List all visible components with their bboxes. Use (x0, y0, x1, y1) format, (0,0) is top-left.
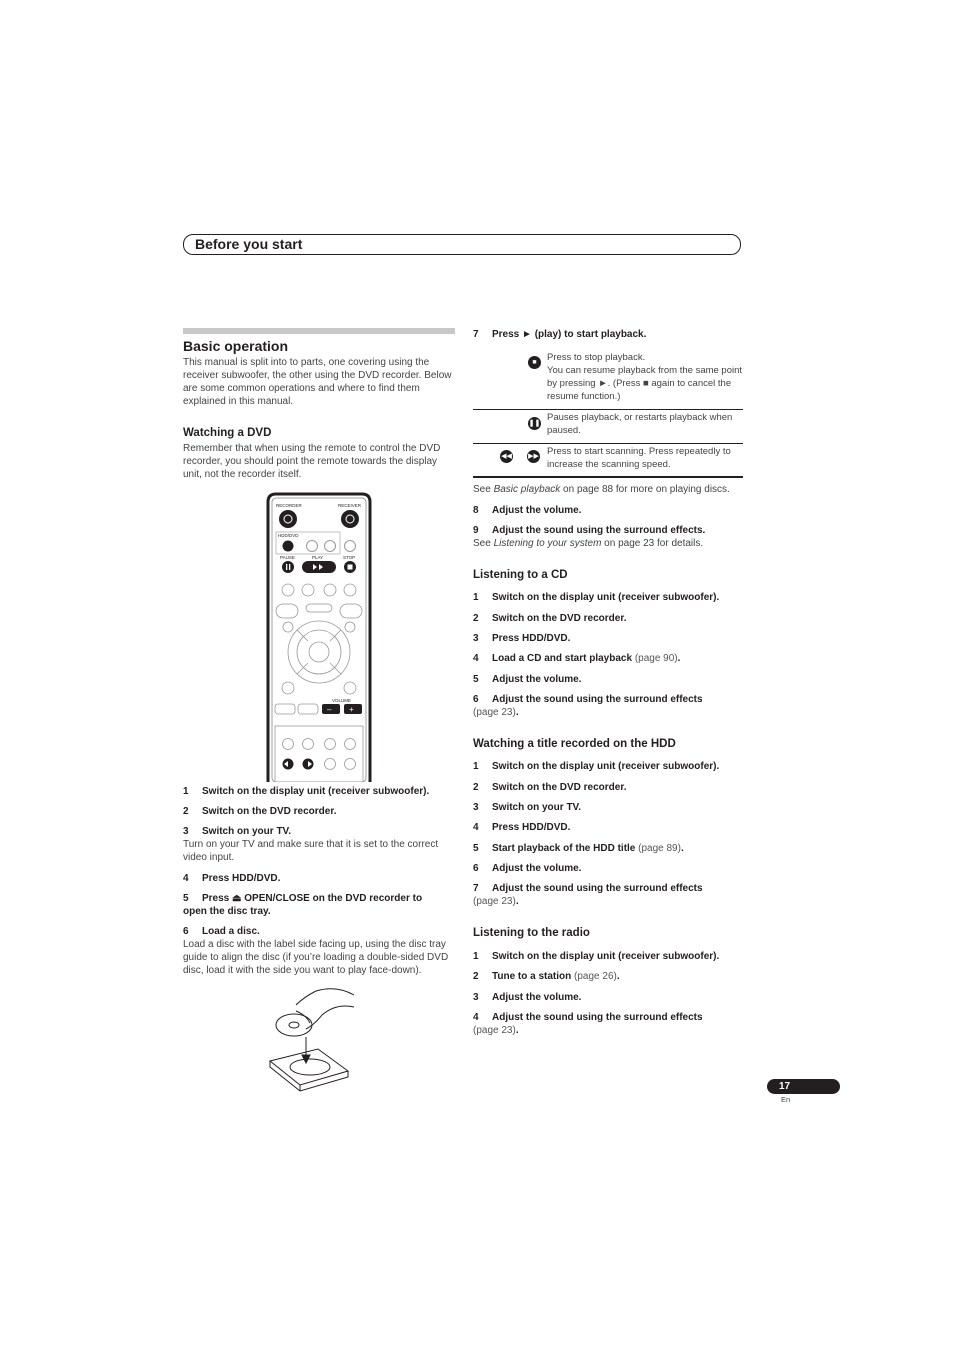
pause-description: Pauses playback, or restarts playback when paused. (547, 412, 733, 436)
hdd-step-3: 3 Switch on your TV. (473, 802, 582, 813)
cd-step-2: 2 Switch on the DVD recorder. (473, 613, 627, 624)
fast-forward-icon: ▶▶ (527, 450, 540, 463)
radio-heading: Listening to the radio (473, 927, 590, 939)
hdd-step-7: 7 Adjust the sound using the surround effects (page 23). (473, 883, 703, 907)
receiver-label: RECEIVER (338, 503, 362, 508)
stop-description: Press to stop playback. You can resume playback from the same point by pressing ►. (Press ■ again to cancel the resume function.) (547, 352, 743, 402)
play-label: PLAY (312, 555, 324, 560)
rewind-icon: ◀◀ (500, 450, 513, 463)
hdd-step-5: 5 Start playback of the HDD title (page 89). (473, 843, 684, 854)
radio-step-1: 1 Switch on the display unit (receiver subwoofer). (473, 951, 720, 962)
dvd-heading: Watching a DVD (183, 427, 272, 439)
table-divider (473, 443, 743, 444)
page-number-badge (767, 1079, 840, 1094)
pause-label: PAUSE (280, 555, 295, 560)
hdd-dvd-label: HDD/DVD (278, 533, 299, 538)
pause-icon: ❚❚ (528, 417, 541, 430)
section-title: Basic operation (183, 338, 289, 354)
cd-heading: Listening to a CD (473, 569, 568, 581)
stop-label: STOP (343, 555, 356, 560)
dvd-step-9: 9 Adjust the sound using the surround effects. (473, 525, 706, 536)
hdd-step-6: 6 Adjust the volume. (473, 863, 582, 874)
dvd-step-7: 7 Press ► (play) to start playback. (473, 329, 647, 340)
dvd-step-3-note: Turn on your TV and make sure that it is set to the correct video input. (183, 839, 439, 863)
volume-label: VOLUME (332, 698, 352, 703)
dvd-step-6-note: Load a disc with the label side facing up, using the disc tray guide to align the disc (if you’re loading a double-sided DVD disc, load it with the side you want to play face-down). (183, 939, 449, 976)
dvd-intro-text: Remember that when using the remote to control the DVD recorder, you should point the remote towards the display unit, not the recorder itself. (183, 443, 441, 480)
radio-step-3: 3 Adjust the volume. (473, 992, 582, 1003)
cd-step-5: 5 Adjust the volume. (473, 674, 582, 685)
hdd-heading: Watching a title recorded on the HDD (473, 738, 676, 750)
page-header-title: Before you start (195, 236, 303, 252)
hdd-step-4: 4 Press HDD/DVD. (473, 822, 571, 833)
intro-text: This manual is split into to parts, one covering using the receiver subwoofer, the other using the DVD recorder. Below are some common operations and where to find them explained in this manual. (183, 357, 452, 407)
scan-description: Press to start scanning. Press repeatedly to increase the scanning speed. (547, 446, 731, 470)
table-bottom-rule (473, 476, 743, 478)
dvd-step-6: 6 Load a disc. (183, 926, 260, 937)
hdd-step-2: 2 Switch on the DVD recorder. (473, 782, 627, 793)
recorder-label: RECORDER (276, 503, 302, 508)
dvd-step-9-note: See Listening to your system on page 23 for details. (473, 538, 704, 549)
table-divider (473, 409, 743, 410)
volume-plus-label: + (349, 705, 354, 714)
dvd-step-5: 5 Press ⏏ OPEN/CLOSE on the DVD recorder to open the disc tray. (183, 893, 423, 917)
dvd-step-3: 3 Switch on your TV. (183, 826, 292, 837)
hdd-step-1: 1 Switch on the display unit (receiver subwoofer). (473, 761, 720, 772)
radio-step-2: 2 Tune to a station (page 26). (473, 971, 620, 982)
dvd-step-2: 2 Switch on the DVD recorder. (183, 806, 337, 817)
dvd-step-8: 8 Adjust the volume. (473, 505, 582, 516)
cd-step-6: 6 Adjust the sound using the surround effects (page 23). (473, 694, 703, 718)
disc-loading-illustration (266, 985, 360, 1095)
cd-step-1: 1 Switch on the display unit (receiver subwoofer). (473, 592, 720, 603)
volume-minus-label: – (327, 705, 332, 714)
cd-step-3: 3 Press HDD/DVD. (473, 633, 571, 644)
radio-step-4: 4 Adjust the sound using the surround effects (page 23). (473, 1012, 703, 1036)
cd-step-4: 4 Load a CD and start playback (page 90). (473, 653, 681, 664)
basic-playback-note: See Basic playback on page 88 for more on playing discs. (473, 484, 730, 495)
stop-icon: ■ (528, 356, 541, 369)
remote-control-illustration (264, 492, 374, 782)
section-rule (183, 328, 455, 334)
dvd-step-1: 1 Switch on the display unit (receiver subwoofer). (183, 786, 430, 797)
page-language: En (781, 1095, 791, 1104)
dvd-step-4: 4 Press HDD/DVD. (183, 873, 281, 884)
page-number: 17 (779, 1081, 791, 1092)
